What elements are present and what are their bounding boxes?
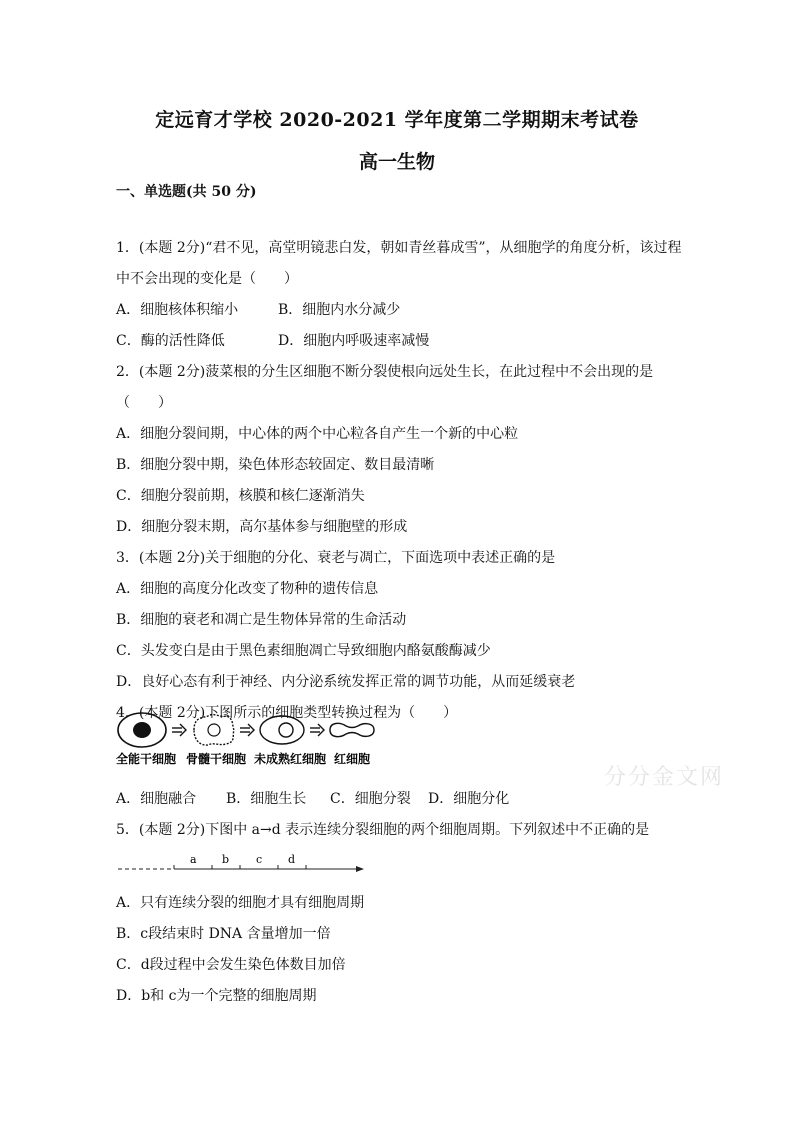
timeline-label-c: c <box>256 853 263 866</box>
question-5-option-d: D．b和 c为一个完整的细胞周期 <box>116 988 317 1004</box>
cell-cycle-timeline <box>116 852 366 874</box>
arrow-icon <box>310 724 324 736</box>
question-2-stem-line-1: 2．(本题 2分)菠菜根的分生区细胞不断分裂使根向远处生长，在此过程中不会出现的是 <box>116 364 654 380</box>
question-1-option-d: D．细胞内呼吸速率减慢 <box>278 333 430 349</box>
question-3-option-a: A．细胞的高度分化改变了物种的遗传信息 <box>116 581 379 597</box>
question-5-option-a: A．只有连续分裂的细胞才具有细胞周期 <box>116 895 365 911</box>
question-1-option-c: C．酶的活性降低 <box>116 333 225 349</box>
bone-marrow-stem-cell-image <box>194 715 234 746</box>
question-5-option-c: C．d段过程中会发生染色体数目加倍 <box>116 957 346 973</box>
question-1-stem-line-1: 1．(本题 2分)“君不见，高堂明镜悲白发，朝如青丝暮成雪”，从细胞学的角度分析，该过程 <box>116 240 682 256</box>
exam-subtitle: 高一生物 <box>358 151 435 173</box>
question-1-option-a: A．细胞核体积缩小 <box>116 302 239 318</box>
question-4-option-a: A．细胞融合 <box>116 791 197 807</box>
question-3-stem: 3．(本题 2分)关于细胞的分化、衰老与凋亡，下面选项中表述正确的是 <box>116 550 556 566</box>
question-3-option-d: D．良好心态有利于神经、内分泌系统发挥正常的调节功能，从而延缓衰老 <box>116 674 576 690</box>
watermark: 分分金文网 <box>604 765 725 790</box>
red-blood-cell-image <box>330 723 374 736</box>
question-1-stem-line-2: 中不会出现的变化是（ ） <box>116 271 298 287</box>
question-2-option-a: A．细胞分裂间期，中心体的两个中心粒各自产生一个新的中心粒 <box>116 426 519 442</box>
question-5-option-b: B．c段结束时 DNA 含量增加一倍 <box>116 926 331 942</box>
immature-red-blood-cell-image <box>260 716 304 744</box>
figure-label-bone-marrow: 骨髓干细胞 <box>186 752 247 766</box>
question-4-option-b: B．细胞生长 <box>226 791 307 807</box>
figure-label-totipotent: 全能干细胞 <box>116 752 177 766</box>
question-2-option-c: C．细胞分裂前期，核膜和核仁逐渐消失 <box>116 488 365 504</box>
section-heading: 一、单选题(共 50 分) <box>116 184 257 200</box>
exam-title: 定远育才学校 2020-2021 学年度第二学期期末考试卷 <box>155 109 639 131</box>
question-4-options-row <box>116 788 509 808</box>
timeline-arrowhead-icon <box>356 866 364 872</box>
figure-label-red-cell: 红细胞 <box>334 752 371 766</box>
question-4-option-c: C．细胞分裂 <box>330 791 411 807</box>
question-4-option-d: D．细胞分化 <box>428 791 510 807</box>
figure-label-immature: 未成熟红细胞 <box>254 752 327 766</box>
question-5-stem: 5．(本题 2分)下图中 a→d 表示连续分裂细胞的两个细胞周期。下列叙述中不正确的是 <box>116 822 650 838</box>
question-4-stem: 4．(本题 2分)下图所示的细胞类型转换过程为（ ） <box>116 705 458 721</box>
question-3-option-b: B．细胞的衰老和凋亡是生物体异常的生命活动 <box>116 612 407 628</box>
cell-transformation-figure <box>116 708 386 778</box>
question-1-options-row-1 <box>116 299 400 319</box>
question-2-stem-line-2: （ ） <box>116 395 172 411</box>
question-1-options-row-2 <box>116 330 429 350</box>
timeline-label-b: b <box>222 853 230 866</box>
timeline-label-d: d <box>288 853 296 866</box>
question-3-option-c: C．头发变白是由于黑色素细胞凋亡导致细胞内酪氨酸酶减少 <box>116 643 491 659</box>
timeline-label-a: a <box>190 853 197 866</box>
arrow-icon <box>172 724 186 736</box>
question-2-option-d: D．细胞分裂末期，高尔基体参与细胞壁的形成 <box>116 519 408 535</box>
arrow-icon <box>240 724 254 736</box>
question-2-option-b: B．细胞分裂中期，染色体形态较固定、数目最清晰 <box>116 457 435 473</box>
question-1-option-b: B．细胞内水分减少 <box>278 302 401 318</box>
